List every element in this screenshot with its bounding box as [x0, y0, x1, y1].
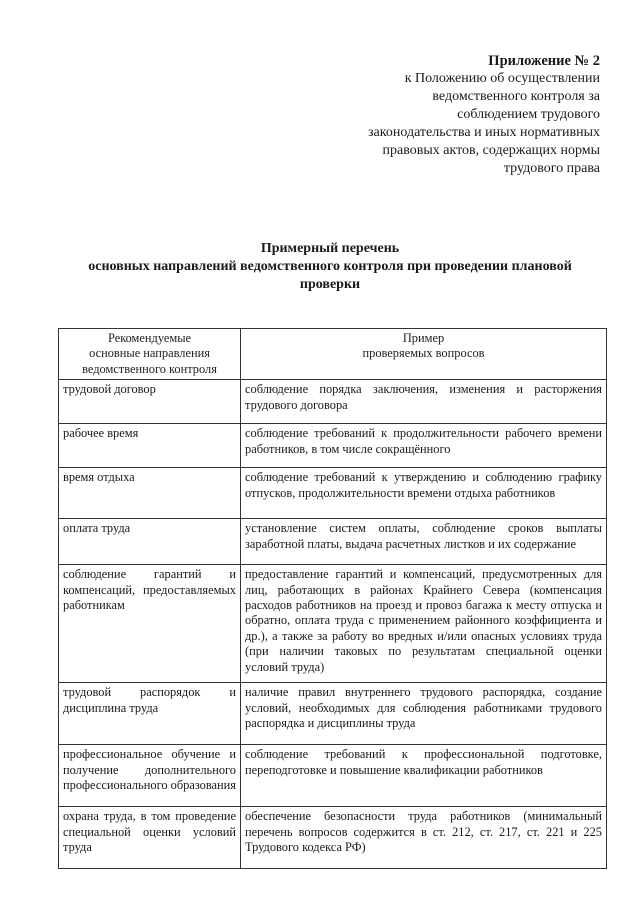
direction-cell: рабочее время: [59, 424, 241, 468]
direction-cell: трудовой распорядок и дисциплина труда: [59, 683, 241, 745]
header-text: проверяемых вопросов: [362, 346, 485, 361]
table-row: [59, 380, 607, 424]
question-cell: предоставление гарантий и компенсаций, предусмотренных для лиц, работающих в районах Крайнего Севера (компенсация расходов работников на проезд и провоз багажа к месту отпуска и обратно, оплата труда с применением районного коэффициента и др.), а также за работу во вредных и/или опасных условиях труда (при наличии таковых по результатам специальной оценки условий труда): [241, 565, 607, 683]
header-cell-directions: [59, 329, 241, 380]
question-cell: соблюдение требований к профессиональной подготовке, переподготовке и повышение квалификации работников: [241, 745, 607, 807]
document-title: [50, 240, 610, 294]
table-row: [59, 807, 607, 869]
title-line: проверки: [299, 277, 361, 292]
appendix-line: трудового права: [503, 161, 600, 176]
appendix-line: ведомственного контроля за: [432, 89, 600, 104]
header-text: Пример: [402, 331, 445, 345]
direction-cell: оплата труда: [59, 519, 241, 565]
header-cell-questions: [241, 329, 607, 380]
direction-cell: соблюдение гарантий и компенсаций, предоставляемых работникам: [59, 565, 241, 683]
table-header-row: [59, 329, 607, 380]
direction-cell: трудовой договор: [59, 380, 241, 424]
direction-cell: охрана труда, в том проведение специальной оценки условий труда: [59, 807, 241, 869]
question-cell: обеспечение безопасности труда работников (минимальный перечень вопросов содержится в ст. 212, ст. 217, ст. 221 и 225 Трудового кодекса РФ): [241, 807, 607, 869]
table-row: [59, 468, 607, 519]
control-directions-table: [58, 328, 607, 869]
title-line: Примерный перечень: [260, 241, 400, 256]
question-cell: наличие правил внутреннего трудового распорядка, создание условий, необходимых для соблюдения работниками трудового распорядка и дисциплины труда: [241, 683, 607, 745]
appendix-line: законодательства и иных нормативных: [368, 125, 600, 140]
appendix-number: Приложение № 2: [488, 53, 600, 69]
direction-cell: время отдыха: [59, 468, 241, 519]
title-line: основных направлений ведомственного контроля при проведении плановой: [88, 259, 572, 274]
appendix-line: правовых актов, содержащих нормы: [382, 143, 600, 158]
table-row: [59, 565, 607, 683]
table-row: [59, 424, 607, 468]
question-cell: соблюдение порядка заключения, изменения и расторжения трудового договора: [241, 380, 607, 424]
question-cell: соблюдение требований к утверждению и соблюдению графику отпусков, продолжительности времени отдыха работников: [241, 468, 607, 519]
header-text: Рекомендуемые: [107, 331, 192, 345]
header-text: ведомственного контроля: [82, 361, 217, 376]
table-row: [59, 683, 607, 745]
header-text: основные направления: [89, 346, 210, 361]
appendix-line: к Положению об осуществлении: [404, 71, 600, 86]
question-cell: соблюдение требований к продолжительности рабочего времени работников, в том числе сокращённого: [241, 424, 607, 468]
table-row: [59, 745, 607, 807]
direction-cell: профессиональное обучение и получение дополнительного профессионального образования: [59, 745, 241, 807]
appendix-header: [310, 52, 600, 178]
question-cell: установление систем оплаты, соблюдение сроков выплаты заработной платы, выдача расчетных листков и их содержание: [241, 519, 607, 565]
appendix-line: соблюдением трудового: [457, 107, 600, 122]
table-row: [59, 519, 607, 565]
